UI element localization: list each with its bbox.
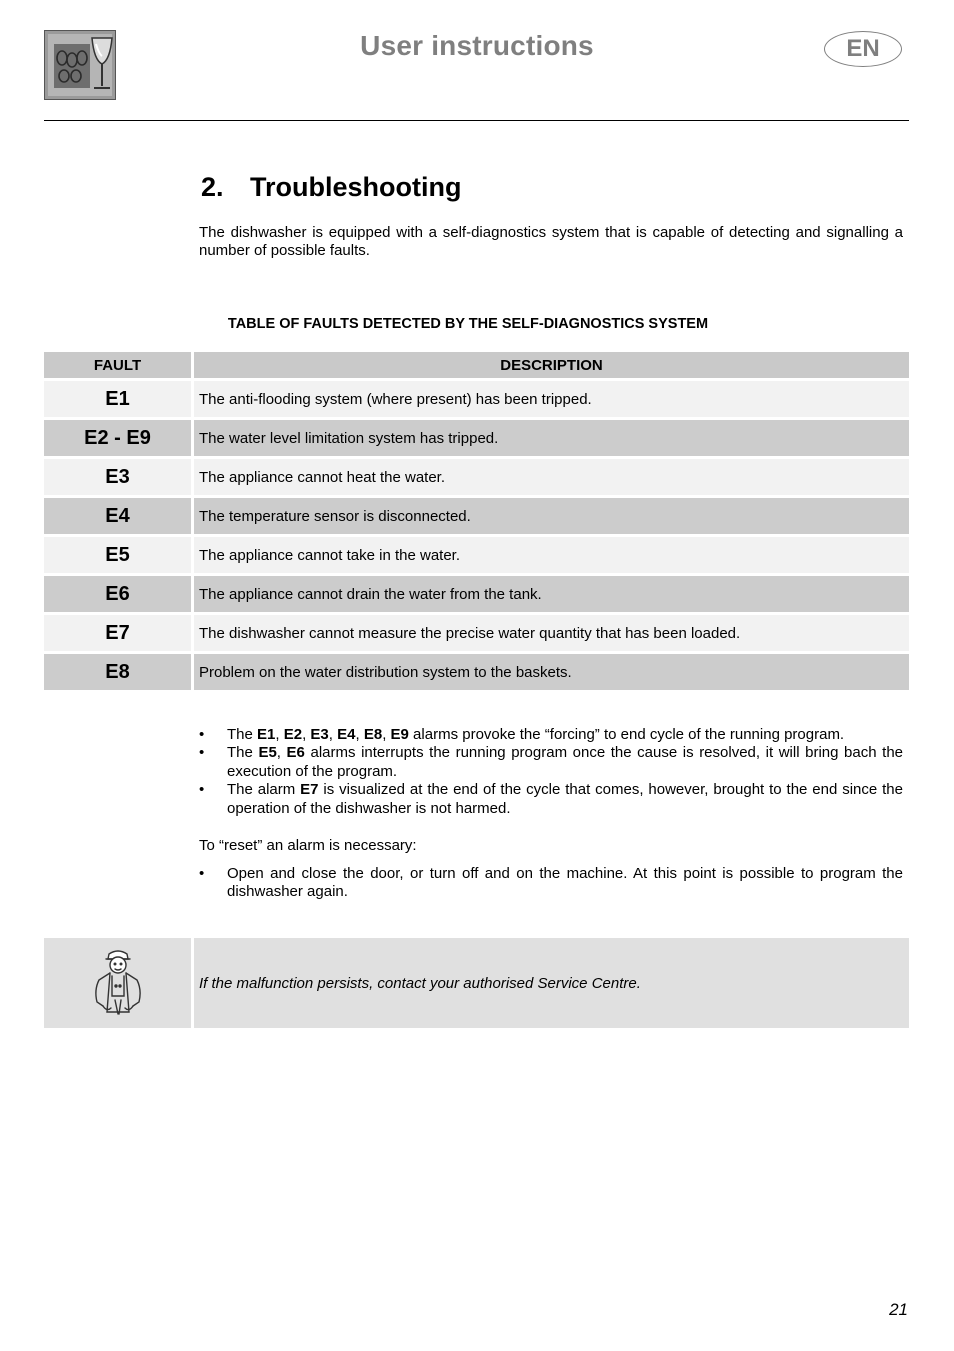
section-number: 2.	[201, 172, 224, 202]
fault-description: The temperature sensor is disconnected.	[194, 498, 909, 534]
separator: ,	[328, 726, 338, 743]
alarm-code: E9	[390, 726, 409, 743]
page-number: 21	[889, 1300, 908, 1319]
intro-paragraph: The dishwasher is equipped with a self-diagnostics system that is capable of detecting and signalling a number of possible faults.	[199, 224, 903, 259]
language-badge: EN	[824, 31, 902, 67]
bullet: •	[199, 744, 205, 762]
service-technician-icon	[44, 938, 191, 1028]
table-row	[44, 498, 909, 534]
fault-description: The appliance cannot heat the water.	[194, 459, 909, 495]
service-text: If the malfunction persists, contact your authorised Service Centre.	[194, 938, 909, 1028]
list-item	[199, 781, 903, 818]
note-text: is visualized at the end of the cycle that comes, however, brought to the end since the operation of the dishwasher is not harmed.	[227, 781, 903, 817]
fault-code: E3	[44, 459, 191, 495]
alarm-code: E8	[363, 726, 383, 743]
table-header-row	[44, 352, 909, 378]
fault-description: Problem on the water distribution system to the baskets.	[194, 654, 909, 690]
fault-code: E8	[44, 654, 191, 690]
bullet: •	[199, 726, 205, 743]
note-text: alarms provoke the “forcing” to end cycle of the running program.	[408, 726, 845, 743]
note-text: The	[227, 744, 259, 762]
reset-instruction: Open and close the door, or turn off and on the machine. At this point is possible to program the dishwasher again.	[227, 865, 903, 901]
faults-table	[44, 352, 909, 693]
separator: ,	[355, 726, 364, 743]
fault-code: E2 - E9	[44, 420, 191, 456]
table-row	[44, 654, 909, 690]
table-row	[44, 420, 909, 456]
fault-description: The appliance cannot drain the water from the tank.	[194, 576, 909, 612]
separator: ,	[276, 744, 287, 762]
alarm-code: E3	[310, 726, 329, 743]
alarm-code: E2	[283, 726, 303, 743]
fault-description: The dishwasher cannot measure the precise water quantity that has been loaded.	[194, 615, 909, 651]
fault-code: E1	[44, 381, 191, 417]
alarm-notes-list	[199, 726, 903, 818]
reset-list	[199, 865, 903, 902]
list-item	[199, 726, 903, 744]
fault-code: E6	[44, 576, 191, 612]
note-text: The alarm	[227, 781, 301, 799]
section-heading: Troubleshooting	[250, 172, 462, 202]
alarm-code: E1	[257, 726, 276, 743]
table-caption: TABLE OF FAULTS DETECTED BY THE SELF-DIAGNOSTICS SYSTEM	[227, 316, 709, 332]
separator: ,	[382, 726, 391, 743]
separator: ,	[302, 726, 311, 743]
table-row	[44, 537, 909, 573]
reset-label: To “reset” an alarm is necessary:	[199, 837, 417, 854]
alarm-code: E5	[258, 744, 277, 762]
fault-description: The anti-flooding system (where present) has been tripped.	[194, 381, 909, 417]
table-row	[44, 615, 909, 651]
fault-description: The water level limitation system has tripped.	[194, 420, 909, 456]
note-text: The	[227, 726, 258, 743]
fault-code: E5	[44, 537, 191, 573]
fault-code: E4	[44, 498, 191, 534]
column-header-fault: FAULT	[44, 352, 191, 378]
fault-description: The appliance cannot take in the water.	[194, 537, 909, 573]
page-header-title: User instructions	[360, 30, 594, 61]
table-row	[44, 459, 909, 495]
table-row	[44, 381, 909, 417]
list-item	[199, 744, 903, 781]
separator: ,	[275, 726, 284, 743]
table-row	[44, 576, 909, 612]
service-note	[44, 938, 909, 1028]
fault-code: E7	[44, 615, 191, 651]
list-item	[199, 865, 903, 902]
note-text: alarms interrupts the running program once the cause is resolved, it will bring bach the execution of the program.	[227, 744, 903, 780]
section-title	[201, 172, 461, 203]
alarm-code: E7	[300, 781, 319, 799]
alarm-code: E4	[337, 726, 356, 743]
bullet: •	[199, 781, 205, 799]
bullet: •	[199, 865, 205, 882]
column-header-description: DESCRIPTION	[194, 352, 909, 378]
header-divider	[44, 120, 909, 121]
alarm-code: E6	[286, 744, 305, 762]
